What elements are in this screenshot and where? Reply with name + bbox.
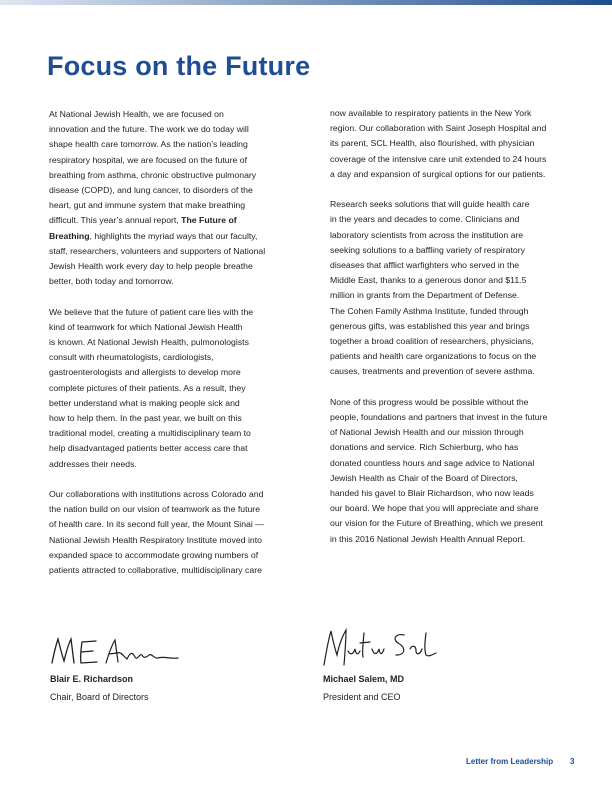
paragraph-1 [49,107,299,289]
text-line: diseases that afflict warfighters who served in the [330,260,520,271]
text-line: disease (COPD), and lung cancer, to disorders of the [49,185,253,196]
signer-role: Chair, Board of Directors [50,692,149,702]
text-line: is known. At National Jewish Health, pulmonologists [49,337,249,348]
handwritten-signature-icon [48,633,188,673]
text-line: of health care. In its second full year, the Mount Sinai — [49,519,264,530]
left-column [49,107,299,593]
text-line: donations and service. Rich Schierburg, who has [330,442,519,453]
paragraph-5 [330,197,582,379]
text-line: region. Our collaboration with Saint Joseph Hospital and [330,123,547,134]
text-line: We believe that the future of patient care lies with the [49,306,254,317]
text-line: Jewish Health work every day to help people breathe [49,261,253,272]
paragraph-2 [49,305,299,472]
right-column [330,106,582,562]
text-line: innovation and the future. The work we do today will [49,124,249,135]
text-line: in this 2016 National Jewish Health Annual Report. [330,533,526,544]
text-line: respiratory hospital, we are focused on the future of [49,154,247,165]
text-line: a day and expansion of surgical options for our patients. [330,168,546,179]
text-line: Research seeks solutions that will guide health care [330,199,530,210]
paragraph-3 [49,487,299,578]
text-line: how to help them. In the past year, we built on this [49,413,242,424]
signer-name: Blair E. Richardson [50,674,134,684]
text-fragment: difficult. This year’s annual report, [49,215,182,226]
text-line: The Cohen Family Asthma Institute, funded through [330,305,529,316]
text-line: shape health care tomorrow. As the nation’s leading [49,139,248,150]
text-line: addresses their needs. [49,458,137,469]
text-line: kind of teamwork for which National Jewish Health [49,321,243,332]
page-title: Focus on the Future [47,51,311,81]
text-line: traditional model, creating a multidisciplinary team to [49,428,251,439]
text-line: help disadvantaged patients better access care that [49,443,248,454]
signer-name: Michael Salem, MD [323,674,405,684]
text-line [49,229,299,244]
text-line: now available to respiratory patients in the New York [330,108,532,118]
text-line: breathing from asthma, chronic obstructive pulmonary [49,169,257,180]
text-line: Jewish Health as Chair of the Board of Directors, [330,472,518,483]
text-line: people, foundations and partners that invest in the future [330,412,548,423]
text-line: better, both today and tomorrow. [49,276,174,287]
text-line: staff, researchers, volunteers and supporters of National [49,245,266,256]
text-line: complete pictures of their patients. As a result, they [49,382,246,393]
text-line: At National Jewish Health, we are focused on [49,109,224,119]
text-line: our vision for the Future of Breathing, which we present [330,518,543,529]
report-title-bold-cont: Breathing [49,230,90,241]
text-line: expanded space to accommodate growing numbers of [49,549,259,560]
page-number: 3 [570,757,575,766]
text-line: million in grants from the Department of Defense. [330,290,520,301]
text-line: our board. We hope that you will appreciate and share [330,503,539,514]
text-line: National Jewish Health Respiratory Institute moved into [49,534,262,545]
text-line: in the years and decades to come. Clinicians and [330,214,520,225]
paragraph-4 [330,106,582,182]
text-line: of National Jewish Health and our mission through [330,427,524,438]
text-line: patients and health care organizations to focus on the [330,351,537,362]
text-line: seeking solutions to a baffling variety of respiratory [330,244,525,255]
text-line: generous gifts, was established this year and brings [330,320,530,331]
text-line: Our collaborations with institutions across Colorado and [49,489,264,500]
text-line: gastroenterologists and allergists to develop more [49,367,241,378]
handwritten-signature-icon [320,625,460,671]
text-line: better understand what is making people sick and [49,397,240,408]
signature-salem [320,625,460,671]
text-line: together a broad coalition of researchers, physicians, [330,336,534,347]
text-line: causes, treatments and prevention of severe asthma. [330,366,535,377]
report-title-bold: The Future of [181,215,237,226]
text-line: patients attracted to collaborative, multidisciplinary care [49,565,262,576]
footer-section-label: Letter from Leadership [466,757,554,766]
signer-role: President and CEO [323,692,401,702]
text-line: None of this progress would be possible without the [330,396,529,407]
top-gradient-bar [0,0,612,5]
text-line: Middle East, thanks to a generous donor and $11.5 [330,275,527,286]
signature-richardson [48,633,188,673]
paragraph-6 [330,395,582,547]
text-line: its parent, SCL Health, also flourished, with physician [330,138,535,149]
text-line: laboratory scientists from across the institution are [330,229,524,240]
text-line: coverage of the intensive care unit extended to 24 hours [330,153,547,164]
text-line: heart, gut and immune system that make breathing [49,200,246,211]
text-fragment: , highlights the myriad ways that our faculty, [89,230,258,241]
text-line: donated countless hours and sage advice to National [330,457,535,468]
text-line: handed his gavel to Blair Richardson, who now leads [330,488,534,499]
text-line [49,213,299,228]
text-line: consult with rheumatologists, cardiologists, [49,352,214,363]
text-line: the nation build on our vision of teamwork as the future [49,504,261,515]
